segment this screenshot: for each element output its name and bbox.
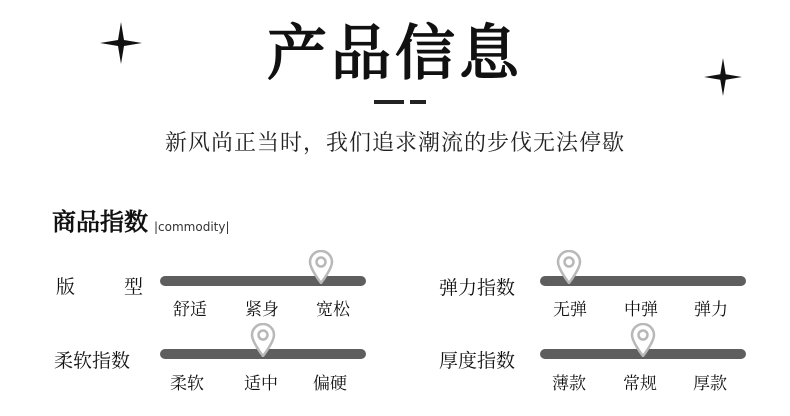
fit-slider-track <box>160 276 366 286</box>
section-title: 商品指数 <box>52 208 148 236</box>
location-pin-icon <box>630 323 656 357</box>
softness-option-hard: 偏硬 <box>313 374 347 394</box>
location-pin-icon <box>250 323 276 357</box>
title-underline-accent <box>410 100 426 104</box>
fit-option-loose: 宽松 <box>316 300 350 320</box>
attr-label-fit-left: 版 <box>56 276 76 298</box>
location-pin-icon <box>556 250 582 284</box>
tagline: 新风尚正当时，我们追求潮流的步伐无法停歇 <box>164 131 625 156</box>
fit-option-tight: 紧身 <box>245 300 279 320</box>
section-subtitle: |commodity| <box>154 220 230 234</box>
attr-label-softness: 柔软指数 <box>54 350 131 372</box>
fit-option-comfort: 舒适 <box>173 300 207 320</box>
elasticity-option-none: 无弹 <box>553 300 587 320</box>
attr-label-thickness: 厚度指数 <box>439 350 516 372</box>
elasticity-option-medium: 中弹 <box>624 300 658 320</box>
attr-label-elasticity: 弹力指数 <box>439 277 516 299</box>
section-heading <box>52 202 230 237</box>
attr-label-fit-right: 型 <box>124 276 144 298</box>
thickness-option-thin: 薄款 <box>552 374 586 394</box>
softness-option-soft: 柔软 <box>170 374 204 394</box>
location-pin-icon <box>308 250 334 284</box>
softness-option-medium: 适中 <box>244 374 278 394</box>
thickness-option-thick: 厚款 <box>693 374 727 394</box>
elasticity-option-high: 弹力 <box>694 300 728 320</box>
thickness-option-regular: 常规 <box>623 374 657 394</box>
page-title: 产品信息 <box>267 19 523 89</box>
title-underline <box>374 100 404 104</box>
